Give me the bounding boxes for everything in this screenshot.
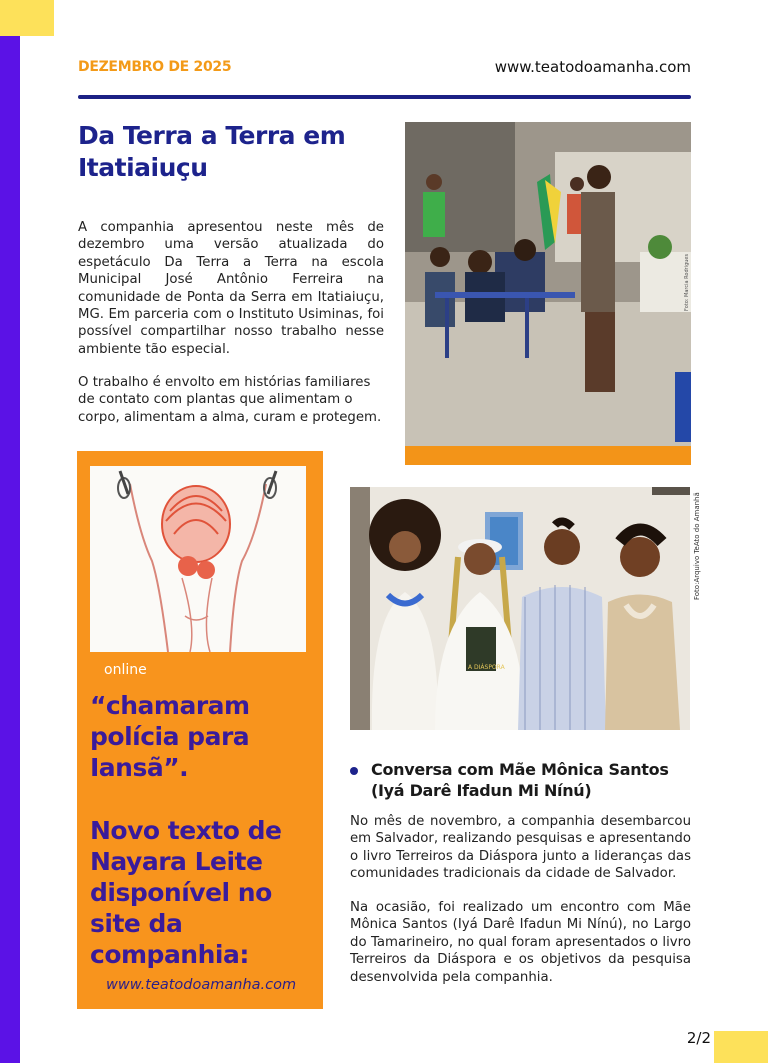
article-paragraph: Na ocasião, foi realizado um encontro com Mãe Mônica Santos (Iyá Darê Ifadun Mi Nínú), no Largo do Tamarineiro, no qual foram apresentados o livro Terreiros da Diáspora e os objetivos da pesquisa desenvolvida pela companhia.	[350, 900, 691, 985]
iansa-drawing	[90, 466, 306, 652]
promo-announcement: Novo texto de Nayara Leite disponível no site da companhia:	[90, 816, 282, 969]
book-title: A DIÁSPORA	[468, 664, 505, 671]
header-website: www.teatodoamanha.com	[494, 58, 691, 76]
photo-accent-band	[405, 446, 691, 465]
promo-quote: “chamaram polícia para Iansã”.	[90, 691, 250, 782]
article-paragraph: A companhia apresentou neste mês de dezembro uma versão atualizada do espetáculo Da Terra a Terra na escola Municipal José Antônio Ferreira na comunidade de Ponta da Serra em Itatiaiuçu, MG. Em parceria com o Instituto Usiminas, foi possível compartilhar nosso trabalho nesse ambiente tão especial.	[78, 220, 384, 357]
performance-photo	[405, 122, 691, 446]
article-title: Da Terra a Terra em Itatiaiuçu	[78, 121, 346, 182]
article-subtitle: Conversa com Mãe Mônica Santos (Iyá Darê Ifadun Mi Nínú)	[371, 760, 669, 800]
corner-accent-bottom	[714, 1031, 768, 1063]
corner-accent-top	[0, 0, 54, 36]
article-paragraph: O trabalho é envolto em histórias familiares de contato com plantas que alimentam o corpo, alimentam a alma, curam e protegem.	[78, 375, 382, 425]
header-date: DEZEMBRO DE 2025	[78, 59, 232, 75]
group-photo	[350, 487, 690, 730]
bullet-dot	[350, 767, 358, 775]
header-divider	[78, 95, 691, 99]
promo-link[interactable]: www.teatodoamanha.com	[106, 977, 297, 993]
page-number: 2/2	[686, 1029, 711, 1047]
left-accent-bar	[0, 36, 20, 1063]
article-paragraph: No mês de novembro, a companhia desembarcou em Salvador, realizando pesquisas e apresentando o livro Terreiros da Diáspora junto a lideranças das comunidades tradicionais da cidade de Salvador.	[350, 814, 691, 882]
photo-credit: Foto: Marcia Rodrigues	[684, 253, 690, 311]
photo-credit: Foto:Arquivo TeAto do Amanhã	[693, 492, 701, 600]
promo-tag: online	[104, 662, 147, 678]
